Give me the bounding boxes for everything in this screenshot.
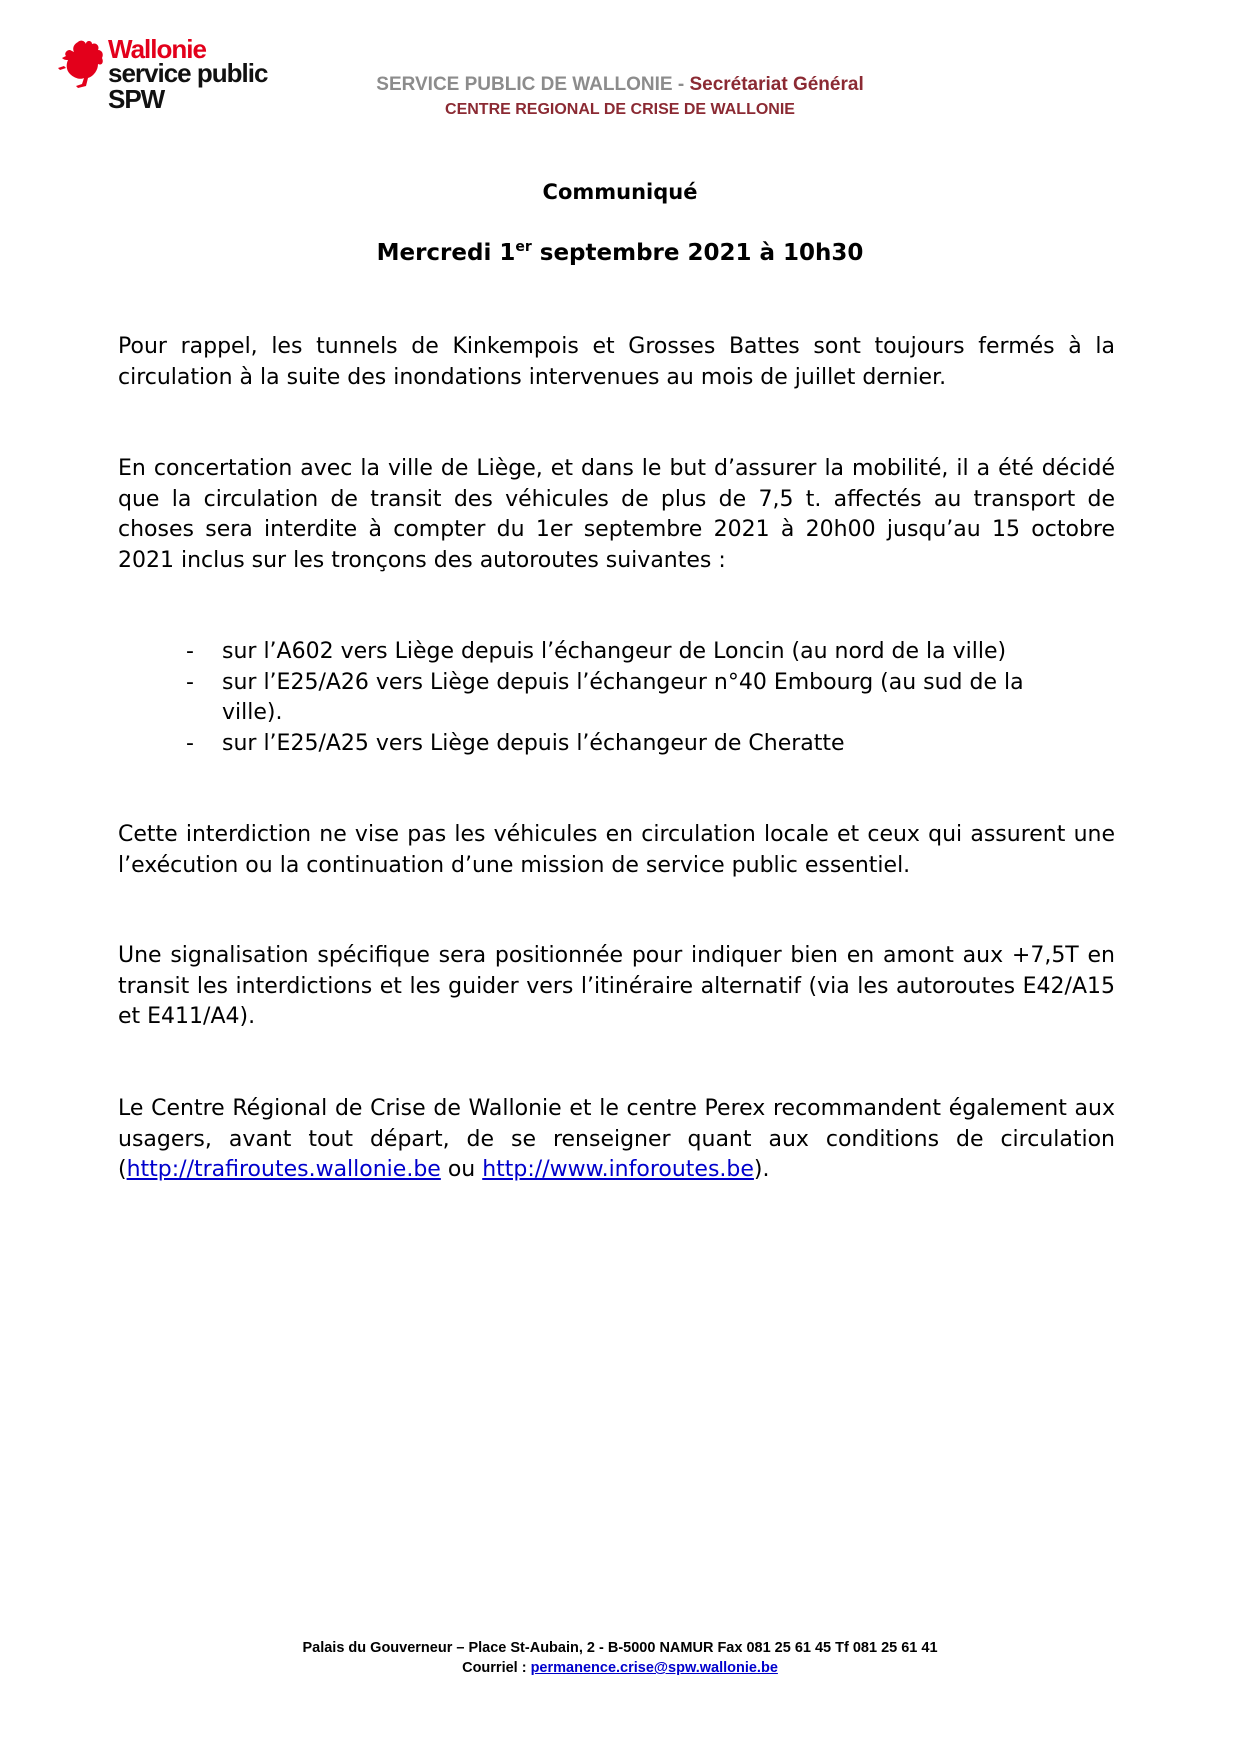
list-item-text: sur l’E25/A25 vers Liège depuis l’échangeur de Cheratte bbox=[222, 730, 845, 756]
inforoutes-link[interactable]: http://www.inforoutes.be bbox=[482, 1157, 754, 1182]
header-org-line bbox=[300, 74, 940, 96]
paragraph-1 bbox=[118, 332, 1115, 393]
paragraph-4 bbox=[118, 941, 1115, 1033]
paragraph-2-text: En concertation avec la ville de Liège, et dans le but d’assurer la mobilité, il a été décidé que la circulation de transit des véhicules de plus de 7,5 t. affectés au transport de choses sera interdite à compter du 1er septembre 2021 à 20h00 jusqu’au 15 octobre 2021 inclus sur les tronçons des autoroutes suivantes : bbox=[118, 456, 1115, 573]
footer-email-label: Courriel : bbox=[462, 1660, 531, 1676]
header-subtitle: CENTRE REGIONAL DE CRISE DE WALLONIE bbox=[445, 101, 795, 118]
list-item-text: sur l’E25/A26 vers Liège depuis l’échangeur n°40 Embourg (au sud de la ville). bbox=[222, 669, 1024, 725]
date-suffix: septembre 2021 à 10h30 bbox=[531, 240, 864, 266]
paragraph-5-end: ). bbox=[753, 1157, 770, 1182]
header-separator: - bbox=[672, 74, 690, 95]
rooster-icon bbox=[56, 38, 106, 94]
paragraph-5-text bbox=[118, 1094, 1115, 1186]
highway-list bbox=[118, 637, 1078, 759]
list-marker: - bbox=[186, 730, 194, 756]
date-superscript: er bbox=[515, 239, 532, 255]
document-title: Communiqué bbox=[542, 180, 698, 204]
spw-logo bbox=[56, 36, 296, 126]
list-item bbox=[118, 668, 1078, 729]
footer-email-line bbox=[0, 1660, 1240, 1676]
document-date bbox=[0, 240, 1240, 266]
paragraph-1-text: Pour rappel, les tunnels de Kinkempois et Grosses Battes sont toujours fermés à la circulation à la suite des inondations intervenues au mois de juillet dernier. bbox=[118, 334, 1115, 390]
link-separator: ou bbox=[440, 1157, 483, 1182]
logo-wallonie: Wallonie bbox=[108, 34, 206, 64]
list-marker: - bbox=[186, 639, 194, 664]
date-prefix: Mercredi 1 bbox=[376, 240, 516, 266]
list-item-text: sur l’A602 vers Liège depuis l’échangeur de Loncin (au nord de la ville) bbox=[222, 639, 1007, 664]
paragraph-5-intro: Le Centre Régional de Crise de Wallonie et le centre Perex recommandent également aux usagers, avant tout départ, de se renseigner quant aux conditions de circulation ( bbox=[118, 1096, 1115, 1182]
paragraph-4-text: Une signalisation spécifique sera positionnée pour indiquer bien en amont aux +7,5T en transit les interdictions et les guider vers l’itinéraire alternatif (via les autoroutes E42/A15 et E411/A4). bbox=[118, 943, 1115, 1029]
paragraph-3-text: Cette interdiction ne vise pas les véhicules en circulation locale et ceux qui assurent une l’exécution ou la continuation d’une mission de service public essentiel. bbox=[118, 822, 1115, 878]
logo-service-public: service public bbox=[108, 58, 268, 88]
trafiroutes-link[interactable]: http://trafiroutes.wallonie.be bbox=[126, 1157, 441, 1182]
paragraph-5 bbox=[118, 1094, 1115, 1186]
paragraph-2 bbox=[118, 454, 1115, 576]
list-item bbox=[118, 637, 1078, 668]
list-item bbox=[118, 729, 1078, 760]
logo-spw: SPW bbox=[108, 84, 165, 114]
footer-address: Palais du Gouverneur – Place St-Aubain, 2 - B-5000 NAMUR Fax 081 25 61 45 Tf 081 25 61 41 bbox=[302, 1640, 938, 1656]
header-department: Secrétariat Général bbox=[689, 74, 864, 95]
list-marker: - bbox=[186, 669, 194, 695]
header-org: SERVICE PUBLIC DE WALLONIE bbox=[376, 74, 673, 95]
footer-email-link[interactable]: permanence.crise@spw.wallonie.be bbox=[530, 1660, 778, 1676]
paragraph-3 bbox=[118, 820, 1115, 881]
